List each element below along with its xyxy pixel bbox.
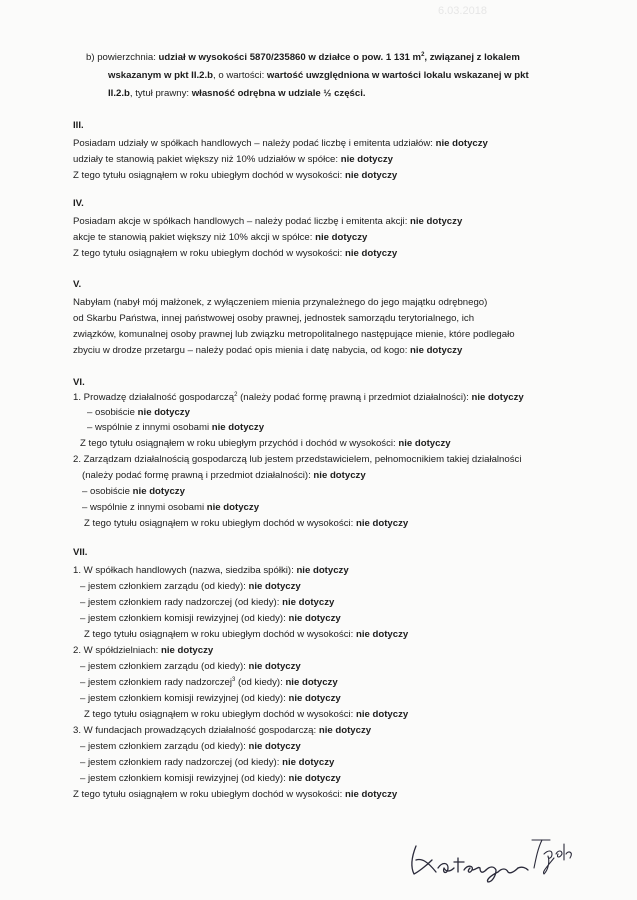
- section-iii-line-2: udziały te stanowią pakiet większy niż 10% udziałów w spółce: nie dotyczy: [73, 154, 393, 165]
- b-line-2: wskazanym w pkt II.2.b, o wartości: wartość uwzględniona w wartości lokalu wskazanej w pkt: [108, 70, 529, 81]
- section-vii-line-2: – jestem członkiem zarządu (od kiedy): nie dotyczy: [80, 581, 301, 592]
- section-iii-line-1: Posiadam udziały w spółkach handlowych – należy podać liczbę i emitenta udziałów: nie dotyczy: [73, 138, 488, 149]
- section-vii-line-6: 2. W spółdzielniach: nie dotyczy: [73, 645, 214, 656]
- section-vii-line-7: – jestem członkiem zarządu (od kiedy): nie dotyczy: [80, 661, 301, 672]
- section-vi-line-8: – wspólnie z innymi osobami nie dotyczy: [82, 502, 260, 513]
- section-vi-line-7: – osobiście nie dotyczy: [82, 486, 185, 497]
- section-v-heading: V.: [73, 279, 82, 290]
- section-iv-heading: IV.: [73, 198, 84, 209]
- section-vi-line-3: – wspólnie z innymi osobami nie dotyczy: [87, 422, 265, 433]
- section-vii-line-4: – jestem członkiem komisji rewizyjnej (od kiedy): nie dotyczy: [80, 613, 341, 624]
- section-vi-line-4: Z tego tytułu osiągnąłem w roku ubiegłym przychód i dochód w wysokości: nie dotyczy: [80, 438, 451, 449]
- section-v-line-1: Nabyłam (nabył mój małżonek, z wyłączeniem mienia przynależnego do jego majątku odrębnego): [73, 297, 488, 308]
- section-vi-line-5: 2. Zarządzam działalnością gospodarczą lub jestem przedstawicielem, pełnomocnikiem takiej działalności: [73, 454, 522, 465]
- section-iii-line-3: Z tego tytułu osiągnąłem w roku ubiegłym dochód w wysokości: nie dotyczy: [73, 170, 398, 181]
- section-vii-line-12: – jestem członkiem zarządu (od kiedy): nie dotyczy: [80, 741, 301, 752]
- section-vi-line-1: 1. Prowadzę działalność gospodarczą$^2$ (należy podać formę prawną i przedmiot działalności): nie dotyczy: [73, 391, 524, 403]
- section-vii-line-13: – jestem członkiem rady nadzorczej (od kiedy): nie dotyczy: [80, 757, 335, 768]
- section-vi-line-2: – osobiście nie dotyczy: [87, 407, 190, 418]
- section-vii-line-8: – jestem członkiem rady nadzorczej$^3$ (od kiedy): nie dotyczy: [80, 676, 338, 688]
- section-v-line-3: związków, komunalnej osoby prawnej lub związku metropolitalnego następujące mienie, które podlegało: [73, 329, 515, 340]
- section-vii-line-9: – jestem członkiem komisji rewizyjnej (od kiedy): nie dotyczy: [80, 693, 341, 704]
- section-iv-line-3: Z tego tytułu osiągnąłem w roku ubiegłym dochód w wysokości: nie dotyczy: [73, 248, 398, 259]
- section-vii-line-5: Z tego tytułu osiągnąłem w roku ubiegłym dochód w wysokości: nie dotyczy: [84, 629, 409, 640]
- section-vii-line-3: – jestem członkiem rady nadzorczej (od kiedy): nie dotyczy: [80, 597, 335, 608]
- section-v-line-2: od Skarbu Państwa, innej państwowej osoby prawnej, jednostek samorządu terytorialnego, ich: [73, 313, 475, 324]
- date-stamp: 6.03.2018: [438, 5, 487, 17]
- handwritten-signature: [398, 828, 588, 888]
- section-vii-line-10: Z tego tytułu osiągnąłem w roku ubiegłym dochód w wysokości: nie dotyczy: [84, 709, 409, 720]
- section-iv-line-2: akcje te stanowią pakiet większy niż 10% akcji w spółce: nie dotyczy: [73, 232, 368, 243]
- section-v-line-4: zbyciu w drodze przetargu – należy podać opis mienia i datę nabycia, od kogo: nie dotyczy: [73, 345, 463, 356]
- section-vii-line-14: – jestem członkiem komisji rewizyjnej (od kiedy): nie dotyczy: [80, 773, 341, 784]
- section-vi-line-9: Z tego tytułu osiągnąłem w roku ubiegłym dochód w wysokości: nie dotyczy: [84, 518, 409, 529]
- b-line-1: b) powierzchnia: udział w wysokości 5870/235860 w działce o pow. 1 131 $m^2$, związanej z lokalem: [86, 51, 520, 63]
- section-iii-heading: III.: [73, 120, 84, 131]
- section-iv-line-1: Posiadam akcje w spółkach handlowych – należy podać liczbę i emitenta akcji: nie dotyczy: [73, 216, 463, 227]
- section-vii-line-11: 3. W fundacjach prowadzących działalność gospodarczą: nie dotyczy: [73, 725, 372, 736]
- section-vii-line-15: Z tego tytułu osiągnąłem w roku ubiegłym dochód w wysokości: nie dotyczy: [73, 789, 398, 800]
- b-line-3: II.2.b, tytuł prawny: własność odrębna w udziale ½ części.: [108, 88, 366, 99]
- section-vi-heading: VI.: [73, 377, 85, 388]
- section-vii-heading: VII.: [73, 547, 88, 558]
- section-vi-line-6: (należy podać formę prawną i przedmiot działalności): nie dotyczy: [82, 470, 366, 481]
- section-vii-line-1: 1. W spółkach handlowych (nazwa, siedziba spółki): nie dotyczy: [73, 565, 349, 576]
